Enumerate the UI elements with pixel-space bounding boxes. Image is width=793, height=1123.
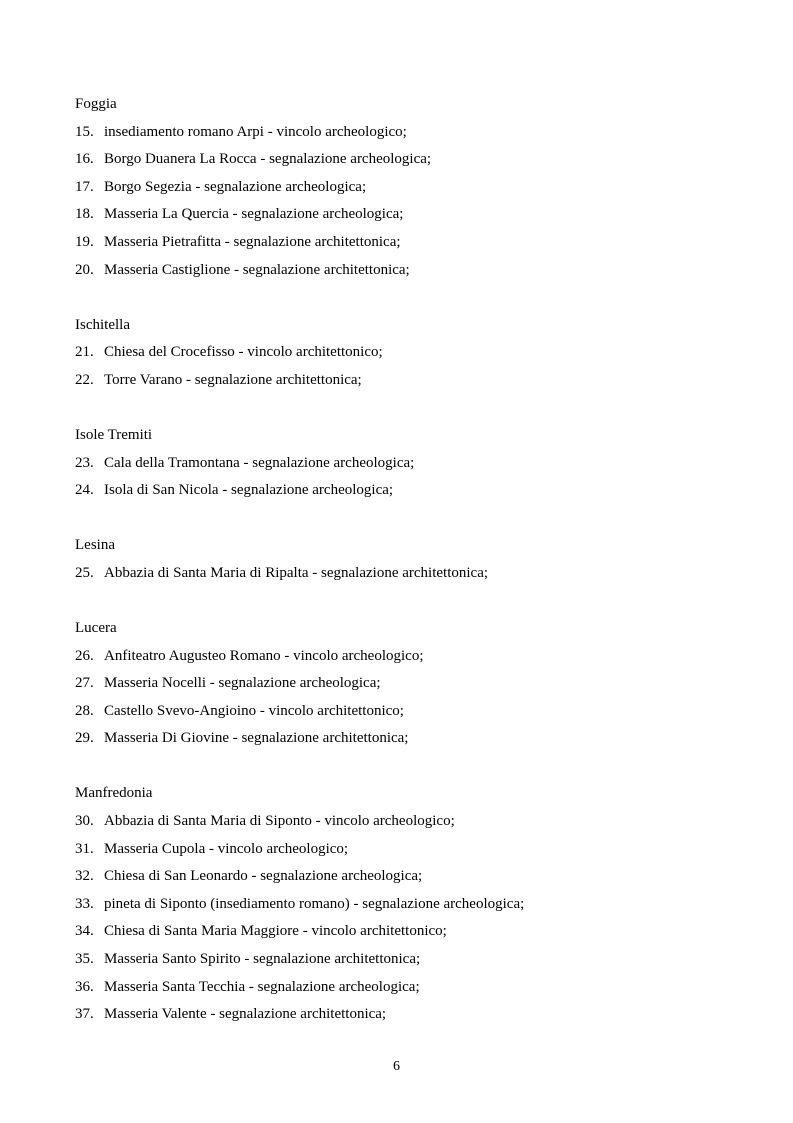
list-item xyxy=(75,450,735,478)
item-text: Abbazia di Santa Maria di Siponto - vincolo archeologico; xyxy=(104,812,455,829)
item-text: Borgo Duanera La Rocca - segnalazione archeologica; xyxy=(104,151,432,168)
section-isole-tremiti xyxy=(75,422,735,505)
item-number: 29. xyxy=(75,730,94,747)
list-item xyxy=(75,367,735,395)
item-number: 23. xyxy=(75,454,94,471)
list-item xyxy=(75,725,735,753)
list-item xyxy=(75,918,735,946)
item-number: 35. xyxy=(75,950,94,967)
item-text: Castello Svevo-Angioino - vincolo architettonico; xyxy=(104,702,404,719)
item-number: 37. xyxy=(75,1006,94,1023)
item-number: 25. xyxy=(75,564,94,581)
item-number: 30. xyxy=(75,812,94,829)
town-heading: Manfredonia xyxy=(75,785,153,802)
item-number: 26. xyxy=(75,647,94,664)
item-number: 17. xyxy=(75,178,94,195)
item-number: 15. xyxy=(75,123,94,140)
list-item xyxy=(75,891,735,919)
item-text: Masseria Di Giovine - segnalazione architettonica; xyxy=(104,730,409,747)
list-item xyxy=(75,670,735,698)
list-item xyxy=(75,560,735,588)
list-item xyxy=(75,477,735,505)
entry-list xyxy=(75,808,735,1029)
town-heading: Lucera xyxy=(75,619,117,636)
section-foggia xyxy=(75,91,735,284)
list-item xyxy=(75,863,735,891)
list-item xyxy=(75,201,735,229)
item-number: 32. xyxy=(75,868,94,885)
item-text: Anfiteatro Augusteo Romano - vincolo archeologico; xyxy=(104,647,424,664)
item-text: Chiesa di San Leonardo - segnalazione archeologica; xyxy=(104,868,423,885)
entry-list xyxy=(75,643,735,753)
list-item xyxy=(75,974,735,1002)
town-heading: Lesina xyxy=(75,537,115,554)
item-text: Chiesa del Crocefisso - vincolo architettonico; xyxy=(104,344,383,361)
item-number: 19. xyxy=(75,233,94,250)
entry-list xyxy=(75,560,735,588)
item-text: Masseria Santo Spirito - segnalazione architettonica; xyxy=(104,950,421,967)
entry-list xyxy=(75,339,735,394)
item-text: pineta di Siponto (insediamento romano) - segnalazione archeologica; xyxy=(104,895,525,912)
page-number: 6 xyxy=(393,1059,400,1074)
item-number: 31. xyxy=(75,840,94,857)
list-item xyxy=(75,146,735,174)
document-body xyxy=(75,91,735,1056)
item-number: 21. xyxy=(75,344,94,361)
list-item xyxy=(75,643,735,671)
item-number: 27. xyxy=(75,675,94,692)
item-number: 22. xyxy=(75,371,94,388)
item-number: 36. xyxy=(75,978,94,995)
item-number: 18. xyxy=(75,206,94,223)
item-text: Masseria Pietrafitta - segnalazione architettonica; xyxy=(104,233,401,250)
item-text: Masseria Cupola - vincolo archeologico; xyxy=(104,840,349,857)
item-number: 20. xyxy=(75,261,94,278)
list-item xyxy=(75,1001,735,1029)
item-text: Borgo Segezia - segnalazione archeologica; xyxy=(104,178,367,195)
list-item xyxy=(75,174,735,202)
list-item xyxy=(75,119,735,147)
list-item xyxy=(75,339,735,367)
town-heading: Foggia xyxy=(75,96,117,112)
list-item xyxy=(75,808,735,836)
item-text: Torre Varano - segnalazione architettonica; xyxy=(104,371,362,388)
list-item xyxy=(75,836,735,864)
list-item xyxy=(75,946,735,974)
item-text: Masseria Valente - segnalazione architettonica; xyxy=(104,1006,387,1023)
list-item xyxy=(75,698,735,726)
section-manfredonia xyxy=(75,780,735,1028)
list-item xyxy=(75,257,735,285)
section-lesina xyxy=(75,532,735,587)
entry-list xyxy=(75,119,735,285)
section-ischitella xyxy=(75,312,735,395)
item-text: Cala della Tramontana - segnalazione archeologica; xyxy=(104,454,415,471)
item-number: 24. xyxy=(75,482,94,499)
item-text: Masseria La Quercia - segnalazione archeologica; xyxy=(104,206,404,223)
item-text: insediamento romano Arpi - vincolo archeologico; xyxy=(104,123,407,140)
item-text: Abbazia di Santa Maria di Ripalta - segnalazione architettonica; xyxy=(104,564,489,581)
town-heading: Ischitella xyxy=(75,316,130,333)
item-text: Chiesa di Santa Maria Maggiore - vincolo architettonico; xyxy=(104,923,447,940)
item-number: 28. xyxy=(75,702,94,719)
item-number: 16. xyxy=(75,151,94,168)
town-heading: Isole Tremiti xyxy=(75,426,153,443)
item-number: 33. xyxy=(75,895,94,912)
item-text: Isola di San Nicola - segnalazione archeologica; xyxy=(104,482,394,499)
item-number: 34. xyxy=(75,923,94,940)
item-text: Masseria Castiglione - segnalazione architettonica; xyxy=(104,261,410,278)
item-text: Masseria Nocelli - segnalazione archeologica; xyxy=(104,675,381,692)
section-lucera xyxy=(75,615,735,753)
list-item xyxy=(75,229,735,257)
item-text: Masseria Santa Tecchia - segnalazione archeologica; xyxy=(104,978,420,995)
entry-list xyxy=(75,450,735,505)
